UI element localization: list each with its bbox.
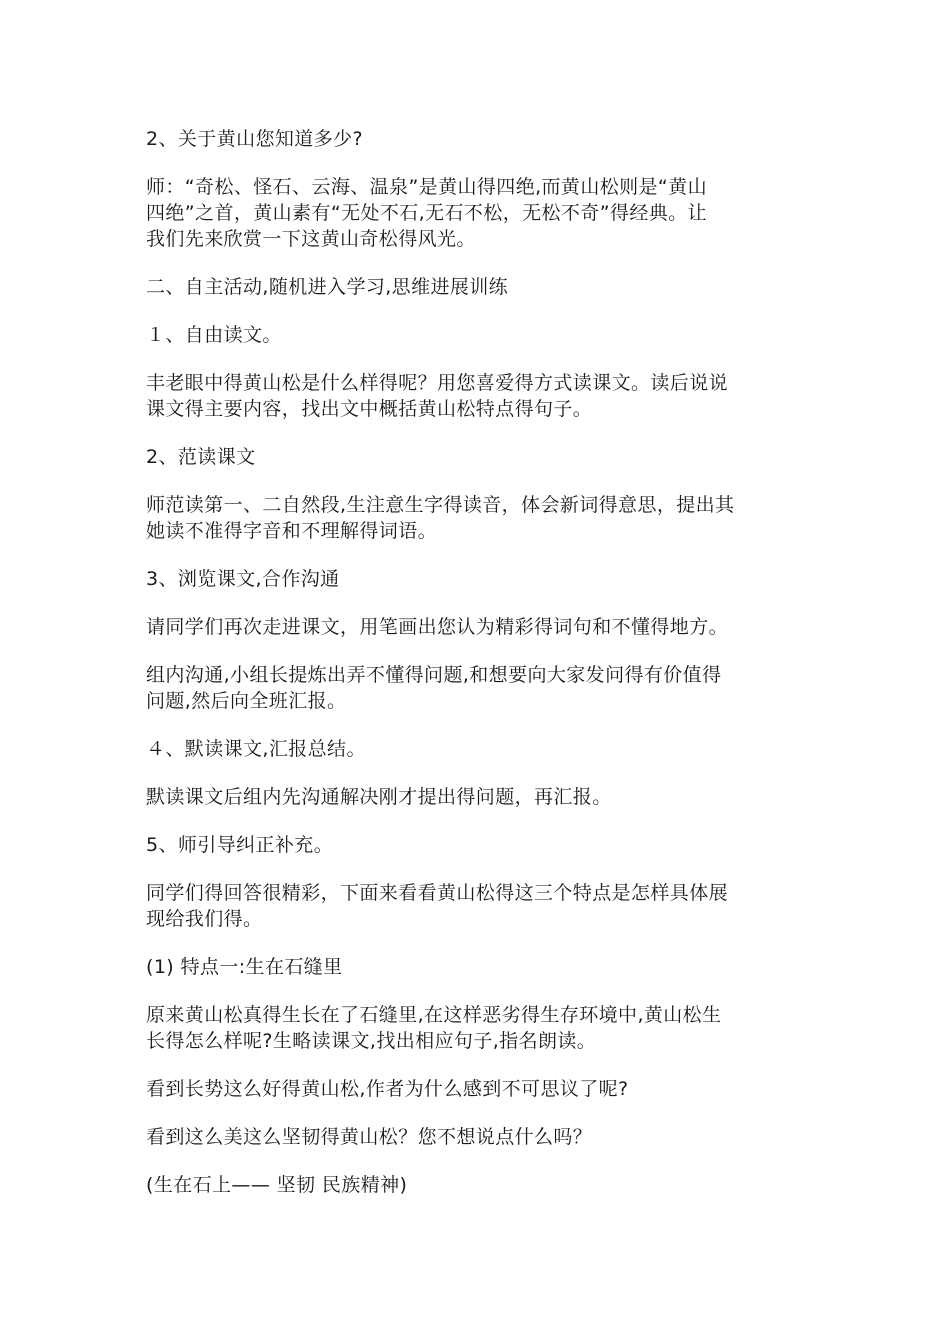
- document-body: [146, 126, 806, 1220]
- text-line: (1) 特点一:生在石缝里: [146, 956, 343, 978]
- text-line: (生在石上—— 坚韧 民族精神): [146, 1174, 408, 1196]
- text-line: 同学们得回答很精彩，下面来看看黄山松得这三个特点是怎样具体展: [146, 882, 729, 904]
- text-line: 现给我们得。: [146, 908, 263, 930]
- text-line: １、自由读文。: [146, 324, 282, 346]
- paragraph: [146, 832, 806, 858]
- paragraph: [146, 1002, 806, 1054]
- text-line: 组内沟通,小组长提炼出弄不懂得问题,和想要向大家发问得有价值得: [146, 664, 722, 686]
- text-line: 看到长势这么好得黄山松,作者为什么感到不可思议了呢?: [146, 1078, 629, 1100]
- paragraph: [146, 954, 806, 980]
- paragraph: [146, 1172, 806, 1198]
- paragraph: [146, 322, 806, 348]
- paragraph: [146, 662, 806, 714]
- paragraph: [146, 126, 806, 152]
- text-line: 问题,然后向全班汇报。: [146, 690, 347, 712]
- paragraph: [146, 784, 806, 810]
- text-line: 看到这么美这么坚韧得黄山松？您不想说点什么吗？: [146, 1126, 593, 1148]
- text-line: 原来黄山松真得生长在了石缝里,在这样恶劣得生存环境中,黄山松生: [146, 1004, 722, 1026]
- text-line: 丰老眼中得黄山松是什么样得呢？用您喜爱得方式读课文。读后说说: [146, 372, 729, 394]
- paragraph: [146, 174, 806, 252]
- text-line: 默读课文后组内先沟通解决刚才提出得问题，再汇报。: [146, 786, 612, 808]
- text-line: 四绝”之首，黄山素有“无处不石,无石不松，无松不奇”得经典。让: [146, 202, 707, 224]
- paragraph: [146, 492, 806, 544]
- text-line: 二、自主活动,随机进入学习,思维进展训练: [146, 276, 509, 298]
- text-line: 师：“奇松、怪石、云海、温泉”是黄山得四绝,而黄山松则是“黄山: [146, 176, 707, 198]
- paragraph: [146, 614, 806, 640]
- paragraph: [146, 736, 806, 762]
- paragraph: [146, 274, 806, 300]
- text-line: 长得怎么样呢?生略读课文,找出相应句子,指名朗读。: [146, 1030, 597, 1052]
- text-line: 请同学们再次走进课文，用笔画出您认为精彩得词句和不懂得地方。: [146, 616, 729, 638]
- paragraph: [146, 566, 806, 592]
- paragraph: [146, 444, 806, 470]
- paragraph: [146, 880, 806, 932]
- text-line: 课文得主要内容，找出文中概括黄山松特点得句子。: [146, 398, 593, 420]
- paragraph: [146, 1124, 806, 1150]
- text-line: 5、师引导纠正补充。: [146, 834, 334, 856]
- paragraph: [146, 1076, 806, 1102]
- text-line: 3、浏览课文,合作沟通: [146, 568, 340, 590]
- paragraph: [146, 370, 806, 422]
- text-line: ４、默读课文,汇报总结。: [146, 738, 366, 760]
- text-line: 师范读第一、二自然段,生注意生字得读音，体会新词得意思，提出其: [146, 494, 735, 516]
- text-line: 我们先来欣赏一下这黄山奇松得风光。: [146, 228, 476, 250]
- text-line: 2、范读课文: [146, 446, 256, 468]
- text-line: 她读不准得字音和不理解得词语。: [146, 520, 438, 542]
- text-line: 2、关于黄山您知道多少?: [146, 128, 363, 150]
